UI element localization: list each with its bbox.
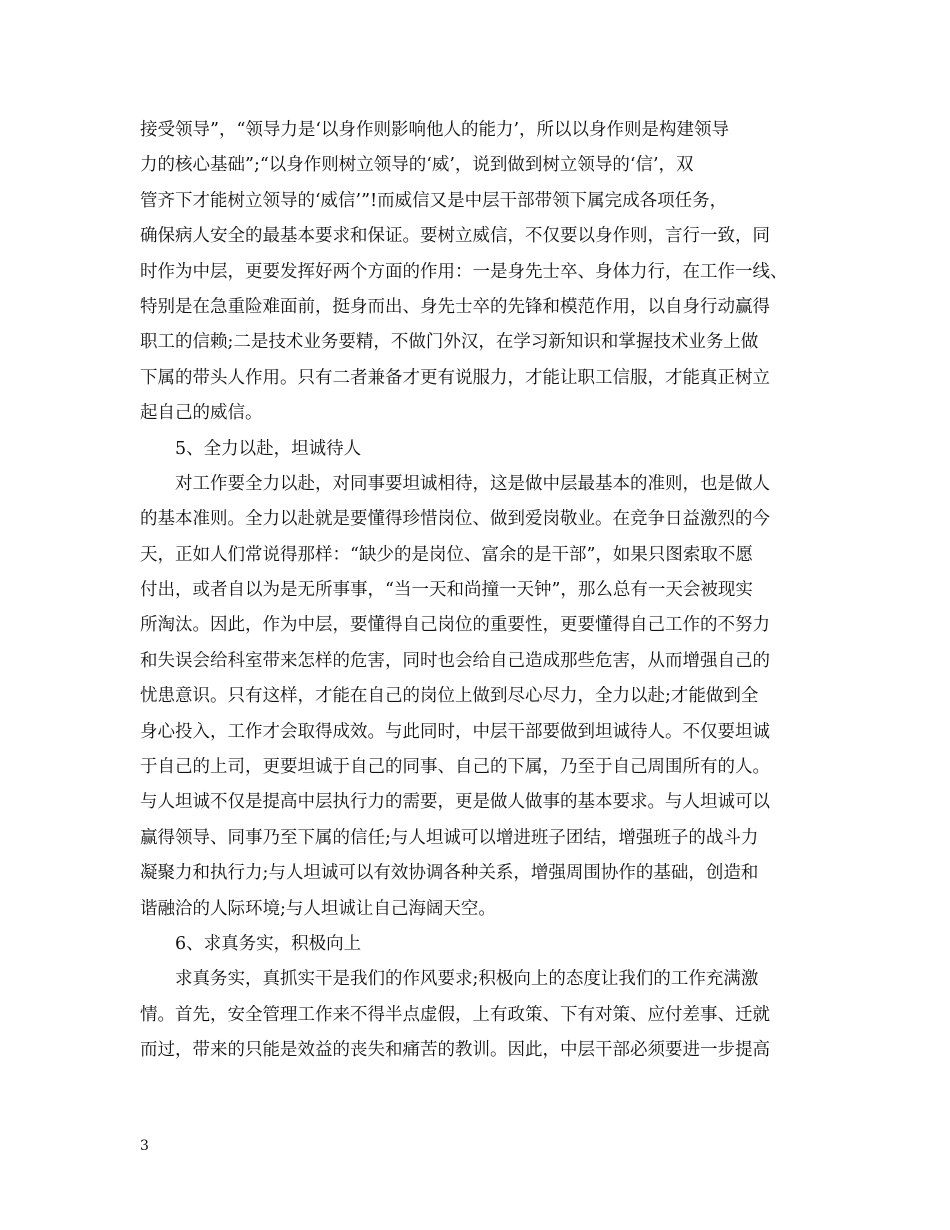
text-line: 和失误会给科室带来怎样的危害，同时也会给自己造成那些危害，从而增强自己的 (140, 650, 770, 671)
text-line: 所淘汰。因此，作为中层，要懂得自己岗位的重要性，更要懂得自己工作的不努力 (140, 615, 770, 636)
text-line: 确保病人安全的最基本要求和保证。要树立威信，不仅要以身作则，言行一致，同 (140, 226, 770, 247)
text-line: 特别是在急重险难面前，挺身而出、身先士卒的先锋和模范作用，以自身行动赢得 (140, 296, 770, 317)
section-heading: 6、求真务实，积极向上 (140, 933, 362, 954)
text-line: 下属的带头人作用。只有二者兼备才更有说服力，才能让职工信服，才能真正树立 (140, 367, 770, 388)
text-line: 谐融洽的人际环境;与人坦诚让自己海阔天空。 (140, 898, 496, 919)
body-text (140, 113, 812, 1069)
text-line: 付出，或者自以为是无所事事，“当一天和尚撞一天钟”，那么总有一天会被现实 (140, 580, 753, 601)
text-line: 起自己的威信。 (140, 403, 263, 424)
section-heading: 5、全力以赴，坦诚待人 (140, 438, 362, 459)
text-line: 忧患意识。只有这样，才能在自己的岗位上做到尽心尽力，全力以赴;才能做到全 (140, 686, 759, 707)
text-line: 于自己的上司，更要坦诚于自己的同事、自己的下属，乃至于自己周围所有的人。 (140, 757, 770, 778)
text-line: 职工的信赖;二是技术业务要精，不做门外汉，在学习新知识和掌握技术业务上做 (140, 332, 759, 353)
text-line: 身心投入，工作才会取得成效。与此同时，中层干部要做到坦诚待人。不仅要坦诚 (140, 721, 770, 742)
text-line: 天，正如人们常说得那样：“缺少的是岗位、富余的是干部”，如果只图索取不愿 (140, 544, 753, 565)
page-number: 3 (140, 1138, 149, 1154)
text-line: 管齐下才能树立领导的‘威信’”!而威信又是中层干部带领下属完成各项任务， (140, 190, 728, 211)
text-line: 力的核心基础”;“以身作则树立领导的‘威’，说到做到树立领导的‘信’，双 (140, 155, 694, 176)
text-line: 赢得领导、同事乃至下属的信任;与人坦诚可以增进班子团结，增强班子的战斗力 (140, 827, 759, 848)
text-line: 而过，带来的只能是效益的丧失和痛苦的教训。因此，中层干部必须要进一步提高 (140, 1040, 770, 1061)
text-line: 对工作要全力以赴，对同事要坦诚相待，这是做中层最基本的准则，也是做人 (140, 473, 770, 494)
text-line: 求真务实，真抓实干是我们的作风要求;积极向上的态度让我们的工作充满激 (140, 969, 759, 990)
text-line: 与人坦诚不仅是提高中层执行力的需要，更是做人做事的基本要求。与人坦诚可以 (140, 792, 770, 813)
text-line: 时作为中层，更要发挥好两个方面的作用：一是身先士卒、身体力行，在工作一线、 (140, 261, 788, 282)
text-line: 凝聚力和执行力;与人坦诚可以有效协调各种关系，增强周围协作的基础，创造和 (140, 863, 759, 884)
text-line: 情。首先，安全管理工作来不得半点虚假，上有政策、下有对策、应付差事、迁就 (140, 1004, 770, 1025)
text-line: 的基本准则。全力以赴就是要懂得珍惜岗位、做到爱岗敬业。在竞争日益激烈的今 (140, 509, 770, 530)
text-line: 接受领导”，“领导力是‘以身作则影响他人的能力’，所以以身作则是构建领导 (140, 120, 730, 140)
